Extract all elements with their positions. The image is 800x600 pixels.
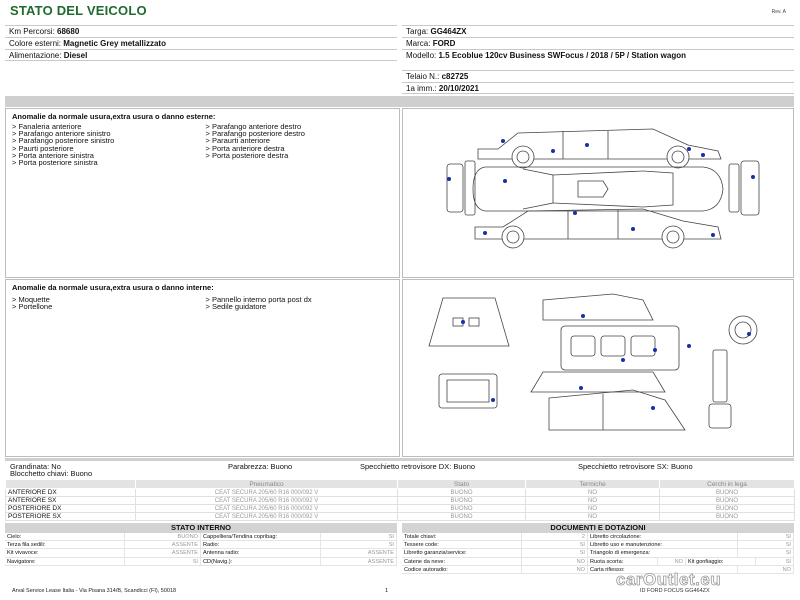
table-row [6,513,795,521]
label-cell: Totale chiavi: [402,533,522,541]
vehicle-info-left [5,25,397,61]
parabrezza-label: Parabrezza: Buono [228,462,293,471]
col-header: Termiche [526,480,660,489]
external-damage-title: Anomalie da normale usura,extra usura o danno esterne: [12,112,216,121]
tyres-table [5,479,795,521]
vehicle-info-right [402,25,794,94]
cell: NO [526,513,660,521]
internal-damage-list-right [206,296,400,310]
section-divider [5,96,794,107]
cell: CEAT SECURA 205/60 R16 000/092 V [136,489,398,497]
cell: NO [526,489,660,497]
documenti-grid-row5 [402,566,794,574]
damage-item: > Sedile guidatore [205,302,267,312]
cell: BUONO [660,489,795,497]
value-cell: ASSENTE [125,549,201,557]
info-immatricolazione: 1a imm.: 20/10/2021 [402,82,794,94]
damage-item: > Parafango anteriore sinistro [12,129,111,139]
table-row [6,489,795,497]
documenti-title: DOCUMENTI E DOTAZIONI [402,523,794,533]
damage-item: > Porta posteriore destra [205,150,289,160]
external-damage-list-right [206,123,400,166]
cell: ANTERIORE DX [6,489,136,497]
cell: BUONO [398,489,526,497]
stato-interno-grid [5,533,397,566]
car-interior-diagram [403,280,793,456]
info-targa: Targa: GG464ZX [402,25,794,37]
cell: POSTERIORE SX [6,513,136,521]
label-cell: Ruota scorta: [588,558,658,566]
table-row [6,505,795,513]
damage-item: > Parafango posteriore destro [205,129,305,139]
cell: NO [526,497,660,505]
damage-item: > Parafango anteriore destro [205,122,302,131]
footer-page-number: 1 [385,588,389,594]
stato-interno-title: STATO INTERNO [5,523,397,533]
value-cell: NO [738,566,794,574]
cell: CEAT SECURA 205/60 R16 000/092 V [136,513,398,521]
col-header: Pneumatico [136,480,398,489]
value-cell: SI [522,549,588,557]
documenti-section [402,523,794,574]
cell: BUONO [660,505,795,513]
damage-item: > Parafango posteriore sinistro [12,136,115,146]
value-cell: SI [756,558,794,566]
specchietto-dx-label: Specchietto retrovisore DX: Buono [360,462,476,471]
cell: BUONO [660,497,795,505]
label-cell: Catene da neve: [402,558,522,566]
label-cell: CD(Navig.): [201,558,321,566]
external-damage-list-left [12,123,206,166]
documenti-grid-row4 [402,558,794,566]
value-cell: ASSENTE [125,541,201,549]
value-cell: SI [738,541,794,549]
value-cell: SI [738,533,794,541]
table-row [6,497,795,505]
footer-reference: ID FORD FOCUS GG464ZX [640,588,710,594]
info-modello: Modello: 1.5 Ecoblue 120cv Business SWFocus / 2018 / 5P / Station wagon [402,49,794,70]
value-cell: BUONO [125,533,201,541]
specchietto-sx-label: Specchietto retrovisore SX: Buono [578,462,693,471]
label-cell: Terza fila sedili: [5,541,125,549]
value-cell: SI [125,558,201,566]
cell: POSTERIORE DX [6,505,136,513]
info-km: Km Percorsi: 68680 [5,25,397,37]
cell: BUONO [660,513,795,521]
value-cell: SI [738,549,794,557]
damage-item: > Portellone [12,302,53,312]
value-cell: SI [522,541,588,549]
info-colore: Colore esterni: Magnetic Grey metallizzato [5,37,397,49]
info-telaio: Telaio N.: c82725 [402,70,794,82]
value-cell: NO [658,558,686,566]
label-cell: Codice autoradio: [402,566,522,574]
section-divider [5,458,794,461]
internal-damage-panel [5,279,400,457]
value-cell: SI [321,541,397,549]
watermark-logo: carOutlet.eu [616,570,722,589]
damage-item: > Porta anteriore sinistra [12,150,94,160]
damage-item: > Paurti posteriore [12,143,74,153]
cell: BUONO [398,497,526,505]
revision-label: Rev. A [771,9,786,15]
footer-company: Arval Service Lease Italia - Via Pisana 314/B, Scandicci (FI), 50018 [12,588,177,594]
damage-item: > Pannello interno porta post dx [205,295,312,304]
label-cell: Libretto uso e manutenzione: [588,541,738,549]
grandinata-label: Grandinata: No [10,462,61,471]
documenti-grid [402,533,794,558]
interior-diagram-panel [402,279,794,457]
col-header [6,480,136,489]
cell: ANTERIORE SX [6,497,136,505]
damage-item: > Porta posteriore sinistra [12,158,98,168]
damage-item: > Porta anteriore destra [205,143,285,153]
external-damage-panel [5,108,400,278]
stato-interno-section [5,523,397,566]
damage-item: > Paraurti anteriore [205,136,270,146]
tyres-header-row [6,480,795,489]
label-cell: Libretto garanzia/service: [402,549,522,557]
info-marca: Marca: FORD [402,37,794,49]
blocchetto-label: Blocchetto chiavi: Buono [10,469,93,478]
label-cell: Radio: [201,541,321,549]
value-cell: NO [522,558,588,566]
label-cell: Cielo: [5,533,125,541]
value-cell: ASSENTE [321,558,397,566]
label-cell: Cappelliera/Tendina copribag: [201,533,321,541]
cell: BUONO [398,513,526,521]
value-cell: ASSENTE [321,549,397,557]
cell: BUONO [398,505,526,513]
internal-damage-list-left [12,296,206,310]
cell: CEAT SECURA 205/60 R16 000/092 V [136,497,398,505]
info-alimentazione: Alimentazione: Diesel [5,49,397,61]
cell: CEAT SECURA 205/60 R16 000/092 V [136,505,398,513]
damage-item: > Moquette [12,295,50,304]
label-cell: Antenna radio: [201,549,321,557]
label-cell: Navigatore: [5,558,125,566]
col-header: Stato [398,480,526,489]
label-cell: Kit vivavoce: [5,549,125,557]
label-cell: Tessere code: [402,541,522,549]
internal-damage-title: Anomalie da normale usura,extra usura o danno interne: [12,283,214,292]
label-cell: Triangolo di emergenza: [588,549,738,557]
damage-item: > Fanaleria anteriore [12,122,82,131]
label-cell: Kit gonfiaggio: [686,558,756,566]
value-cell: 2 [522,533,588,541]
col-header: Cerchi in lega [660,480,795,489]
page-title: STATO DEL VEICOLO [10,3,147,18]
exterior-diagram-panel [402,108,794,278]
label-cell: Libretto circolazione: [588,533,738,541]
label-cell: Carta rifiesso: [588,566,738,574]
cell: NO [526,505,660,513]
value-cell: NO [522,566,588,574]
value-cell: SI [321,533,397,541]
car-exterior-diagram [403,109,793,277]
